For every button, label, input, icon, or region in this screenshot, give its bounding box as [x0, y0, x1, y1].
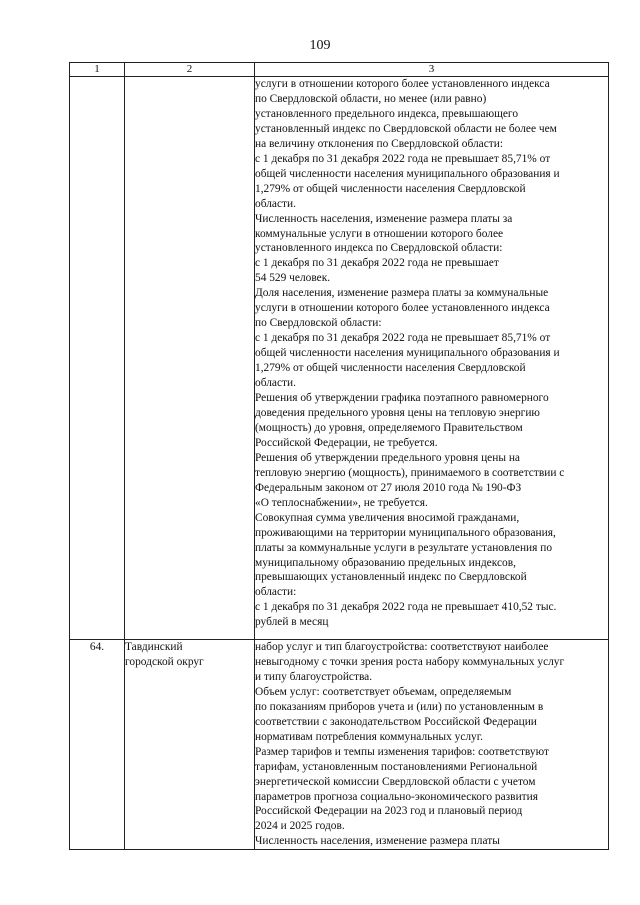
page-number: 109: [309, 38, 331, 53]
document-table: [69, 62, 609, 850]
table-row: [70, 640, 609, 850]
municipality-name-cell: [125, 77, 255, 640]
column-header-2: 2: [125, 63, 255, 77]
column-header-3: 3: [255, 63, 609, 77]
table-header-row: [70, 63, 609, 77]
row-number-cell: 64.: [70, 640, 125, 850]
municipality-name-cell: Тавдинский городской округ: [125, 640, 255, 850]
table-row: [70, 77, 609, 640]
parameters-text-cell: услуги в отношении которого более установленного индекса по Свердловской области, но менее (или равно) установленного предельного индекса, превышающего установленный индекс по Свердловской области не более чем на величину отклонения по Свердловской области: с 1 декабря по 31 декабря 2022 года не превышает 85,71% от общей численности населения муниципального образования и 1,279% от общей численности населения Свердловской области. Численность населения, изменение размера платы за коммунальные услуги в отношении которого более установленного индекса по Свердловской области: с 1 декабря по 31 декабря 2022 года не превышает 54 529 человек. Доля населения, изменение размера платы за коммунальные услуги в отношении которого более установленного индекса по Свердловской области: с 1 декабря по 31 декабря 2022 года не превышает 85,71% от общей численности населения муниципального образования и 1,279% от общей численности населения Свердловской области. Решения об утверждении графика поэтапного равномерного доведения предельного уровня цены на тепловую энергию (мощность) до уровня, определяемого Правительством Российской Федерации, не требуется. Решения об утверждении предельного уровня цены на тепловую энергию (мощность), принимаемого в соответствии с Федеральным законом от 27 июля 2010 года № 190-ФЗ «О теплоснабжении», не требуется. Совокупная сумма увеличения вносимой гражданами, проживающими на территории муниципального образования, платы за коммунальные услуги в результате установления по муниципальному образованию предельных индексов, превышающих установленный индекс по Свердловской области: с 1 декабря по 31 декабря 2022 года не превышает 410,52 тыс. рублей в месяц: [255, 77, 609, 640]
parameters-text-cell: набор услуг и тип благоустройства: соответствуют наиболее невыгодному с точки зрения роста набору коммунальных услуг и типу благоустройства. Объем услуг: соответствует объемам, определяемым по показаниям приборов учета и (или) по установленным в соответствии с законодательством Российской Федерации нормативам потребления коммунальных услуг. Размер тарифов и темпы изменения тарифов: соответствуют тарифам, установленным постановлениями Региональной энергетической комиссии Свердловской области с учетом параметров прогноза социально-экономического развития Российской Федерации на 2023 год и плановый период 2024 и 2025 годов. Численность населения, изменение размера платы: [255, 640, 609, 850]
column-header-1: 1: [70, 63, 125, 77]
row-number-cell: [70, 77, 125, 640]
